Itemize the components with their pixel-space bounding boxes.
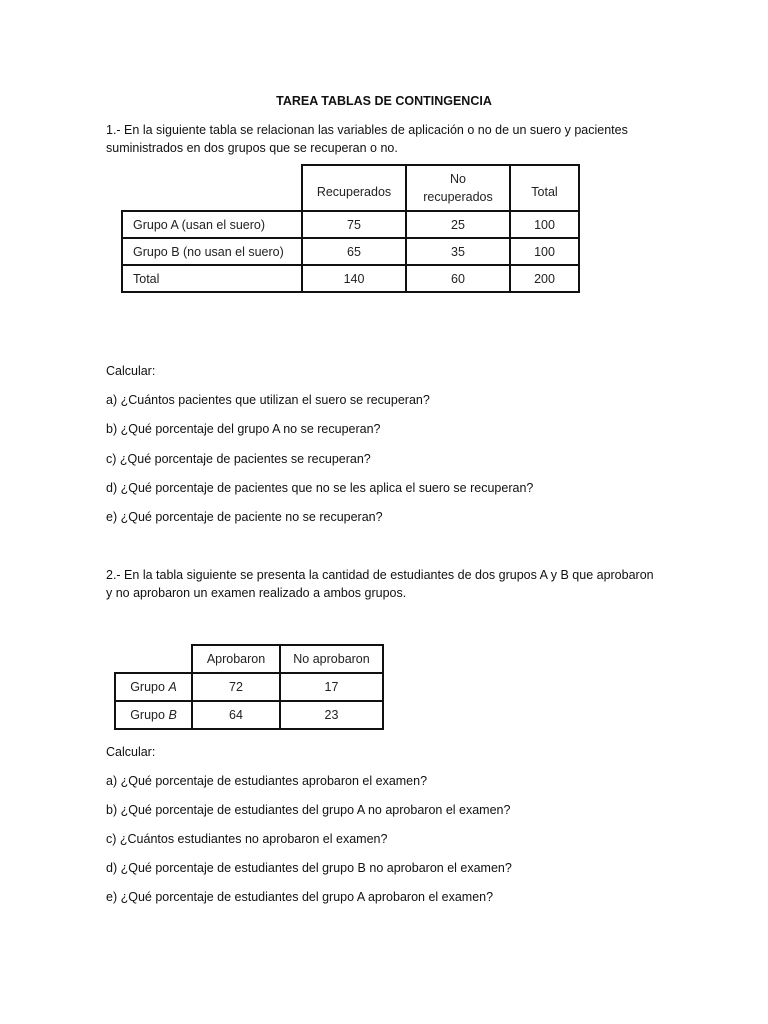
table-corner-cell [115,645,192,673]
header-cell: No aprobaron [280,645,383,673]
row-label-variable: A [168,680,177,694]
table-cell: 100 [510,211,579,238]
header-cell [406,165,510,211]
row-label: Grupo A (usan el suero) [122,211,302,238]
header-cell: Total [510,165,579,211]
table-row [122,265,579,292]
row-label-prefix: Grupo [130,708,165,722]
question-item: b) ¿Qué porcentaje de estudiantes del grupo A no aprobaron el examen? [106,803,511,817]
table-row [115,673,383,701]
table-corner-cell [122,165,302,211]
problem1-intro-line2: suministrados en dos grupos que se recuperan o no. [106,141,398,155]
problem2-intro-line2: y no aprobaron un examen realizado a ambos grupos. [106,586,407,600]
header-cell: Recuperados [302,165,406,211]
contingency-table-2 [114,644,384,730]
row-label: Grupo B (no usan el suero) [122,238,302,265]
problem2-intro-line1: 2.- En la tabla siguiente se presenta la cantidad de estudiantes de dos grupos A y B que aprobaron [106,568,654,582]
table-cell: 65 [302,238,406,265]
row-label-prefix: Grupo [130,680,165,694]
table-cell: 200 [510,265,579,292]
question-item: b) ¿Qué porcentaje del grupo A no se recuperan? [106,422,381,436]
header-cell: Aprobaron [192,645,280,673]
question-item: e) ¿Qué porcentaje de paciente no se recuperan? [106,510,383,524]
table-header-row [115,645,383,673]
question-item: c) ¿Cuántos estudiantes no aprobaron el examen? [106,832,388,846]
header-cell-line: No [450,172,466,186]
page-title: TAREA TABLAS DE CONTINGENCIA [276,94,492,108]
question-item: c) ¿Qué porcentaje de pacientes se recuperan? [106,452,371,466]
row-label-variable: B [168,708,177,722]
row-label [115,673,192,701]
table-cell: 17 [280,673,383,701]
row-label: Total [122,265,302,292]
question-item: e) ¿Qué porcentaje de estudiantes del grupo A aprobaron el examen? [106,890,494,904]
table-cell: 140 [302,265,406,292]
table-cell: 72 [192,673,280,701]
table-cell: 25 [406,211,510,238]
question-item: d) ¿Qué porcentaje de estudiantes del grupo B no aprobaron el examen? [106,861,512,875]
problem1-intro-line1: 1.- En la siguiente tabla se relacionan las variables de aplicación o no de un suero y pacientes [106,123,628,137]
contingency-table-1 [121,164,580,293]
row-label [115,701,192,729]
calc-label: Calcular: [106,364,156,378]
table-row [122,238,579,265]
table-row [122,211,579,238]
table-header-row [122,165,579,211]
table-cell: 35 [406,238,510,265]
table-cell: 100 [510,238,579,265]
table-cell: 60 [406,265,510,292]
header-cell-line: recuperados [423,190,493,204]
calc-label: Calcular: [106,745,156,759]
table-row [115,701,383,729]
question-item: d) ¿Qué porcentaje de pacientes que no se les aplica el suero se recuperan? [106,481,534,495]
table-cell: 23 [280,701,383,729]
question-item: a) ¿Qué porcentaje de estudiantes aprobaron el examen? [106,774,428,788]
table-cell: 64 [192,701,280,729]
question-item: a) ¿Cuántos pacientes que utilizan el suero se recuperan? [106,393,430,407]
table-cell: 75 [302,211,406,238]
